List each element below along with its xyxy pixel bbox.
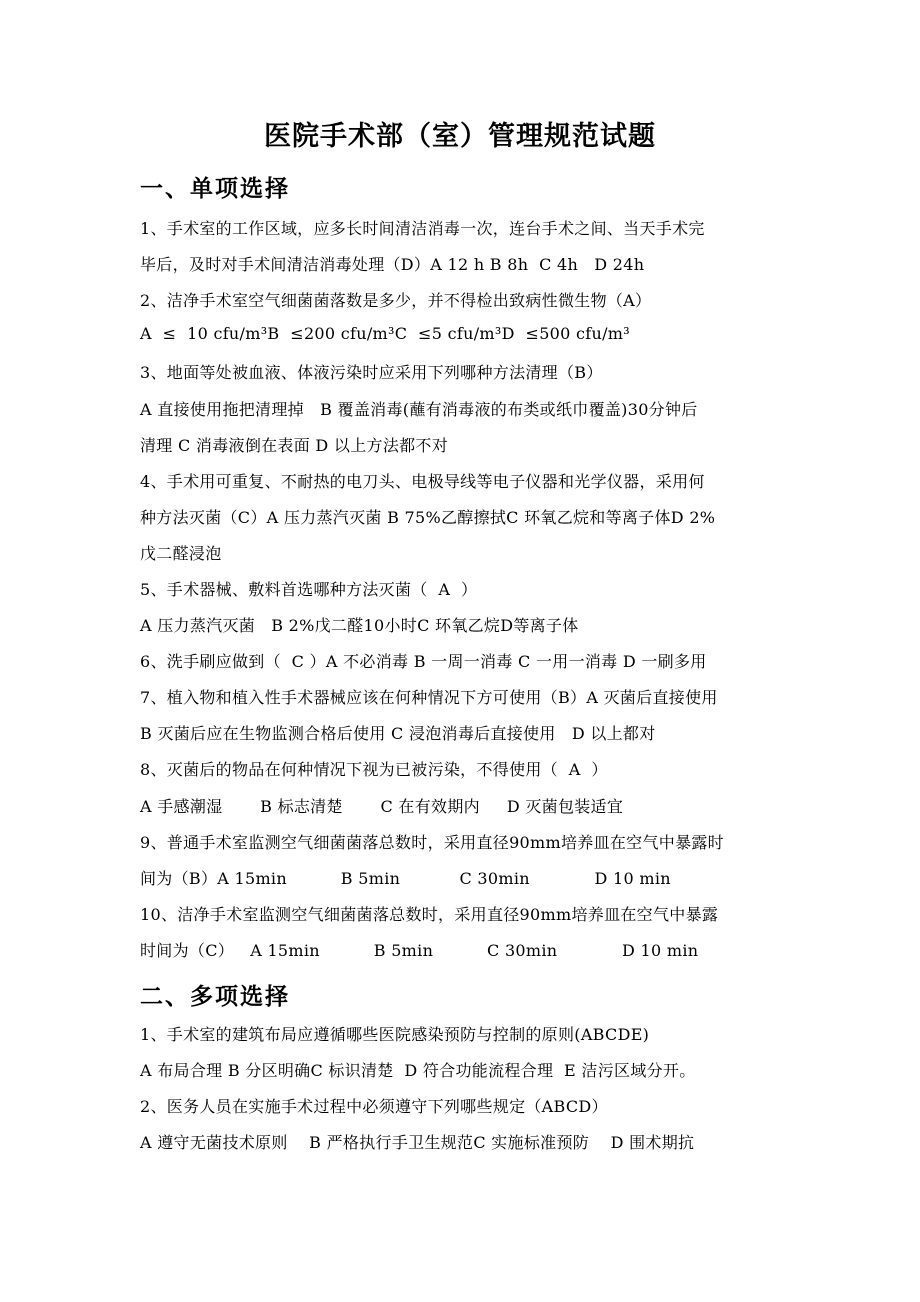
text-line: A 手感潮湿 B 标志清楚 C 在有效期内 D 灭菌包装适宜 — [140, 797, 624, 816]
section-heading-single-choice: 一、单项选择 — [140, 175, 290, 202]
text-line: 10、洁净手术室监测空气细菌菌落总数时，采用直径90mm培养皿在空气中暴露 — [140, 905, 719, 924]
text-line: 间为（B）A 15min B 5min C 30min D 10 min — [140, 869, 671, 888]
text-line: 2、洁净手术室空气细菌菌落数是多少，并不得检出致病性微生物（A） — [140, 291, 652, 310]
text-line: 毕后，及时对手术间清洁消毒处理（D）A 12 h B 8h C 4h D 24h — [140, 255, 645, 274]
text-line: 1、手术室的工作区域，应多长时间清洁消毒一次，连台手术之间、当天手术完 — [140, 219, 705, 238]
text-line: 7、植入物和植入性手术器械应该在何种情况下方可使用（B）A 灭菌后直接使用 — [140, 688, 718, 707]
text-line: 4、手术用可重复、不耐热的电刀头、电极导线等电子仪器和光学仪器，采用何 — [140, 472, 705, 491]
text-line: A 遵守无菌技术原则 B 严格执行手卫生规范C 实施标准预防 D 围术期抗 — [140, 1133, 695, 1152]
text-line: 3、地面等处被血液、体液污染时应采用下列哪种方法清理（B） — [140, 363, 603, 382]
text-line: 9、普通手术室监测空气细菌菌落总数时，采用直径90mm培养皿在空气中暴露时 — [140, 833, 724, 852]
text-line: 种方法灭菌（C）A 压力蒸汽灭菌 B 75%乙醇擦拭C 环氧乙烷和等离子体D 2% — [140, 508, 716, 527]
text-line: A 压力蒸汽灭菌 B 2%戊二醛10小时C 环氧乙烷D等离子体 — [140, 616, 579, 635]
text-line: 6、洗手刷应做到（ C ）A 不必消毒 B 一周一消毒 C 一用一消毒 D 一刷多用 — [140, 652, 707, 671]
text-line: 清理 C 消毒液倒在表面 D 以上方法都不对 — [140, 436, 449, 455]
text-line: A 布局合理 B 分区明确C 标识清楚 D 符合功能流程合理 E 洁污区域分开。 — [140, 1061, 696, 1080]
text-line: 戊二醛浸泡 — [140, 544, 222, 563]
text-line: A ≤ 10 cfu/m³B ≤200 cfu/m³C ≤5 cfu/m³D ≤500 cfu/m³ — [140, 324, 630, 343]
text-line: 1、手术室的建筑布局应遵循哪些医院感染预防与控制的原则(ABCDE) — [140, 1025, 650, 1044]
page-title: 医院手术部（室）管理规范试题 — [264, 121, 656, 152]
section-heading-multiple-choice: 二、多项选择 — [140, 983, 290, 1010]
text-line: 2、医务人员在实施手术过程中必须遵守下列哪些规定（ABCD） — [140, 1097, 608, 1116]
text-line: A 直接使用拖把清理掉 B 覆盖消毒(蘸有消毒液的布类或纸巾覆盖)30分钟后 — [140, 400, 698, 419]
text-line: 时间为（C） A 15min B 5min C 30min D 10 min — [140, 941, 699, 960]
text-line: 8、灭菌后的物品在何种情况下视为已被污染，不得使用（ A ） — [140, 760, 608, 779]
text-line: B 灭菌后应在生物监测合格后使用 C 浸泡消毒后直接使用 D 以上都对 — [140, 724, 656, 743]
text-line: 5、手术器械、敷料首选哪种方法灭菌（ A ） — [140, 580, 478, 599]
